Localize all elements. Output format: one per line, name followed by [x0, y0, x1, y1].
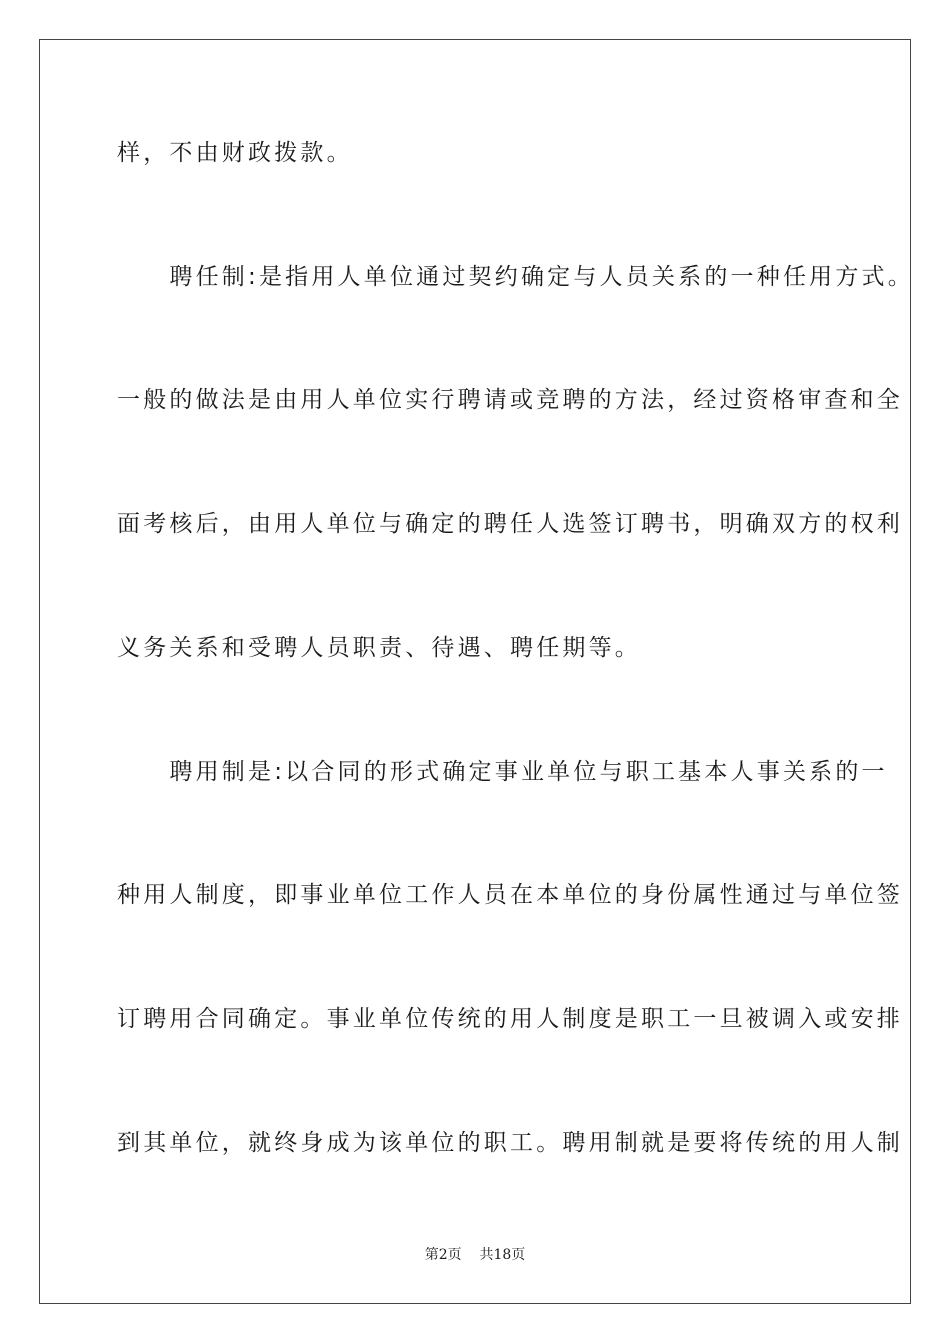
- page-total: 共18页: [479, 1247, 526, 1263]
- text-line: 订聘用合同确定。事业单位传统的用人制度是职工一旦被调入或安排: [117, 1006, 903, 1032]
- text-line: 聘用制是:以合同的形式确定事业单位与职工基本人事关系的一: [117, 759, 888, 785]
- page-footer: [0, 1246, 950, 1264]
- text-line: 聘任制:是指用人单位通过契约确定与人员关系的一种任用方式。: [117, 264, 914, 290]
- text-line: 一般的做法是由用人单位实行聘请或竞聘的方法，经过资格审查和全: [117, 387, 903, 413]
- text-line: 到其单位，就终身成为该单位的职工。聘用制就是要将传统的用人制: [117, 1130, 903, 1156]
- text-line: 样，不由财政拨款。: [117, 140, 353, 166]
- text-line: 义务关系和受聘人员职责、待遇、聘任期等。: [117, 635, 641, 661]
- text-line: 面考核后，由用人单位与确定的聘任人选签订聘书，明确双方的权利: [117, 511, 903, 537]
- text-line: 种用人制度，即事业单位工作人员在本单位的身份属性通过与单位签: [117, 882, 903, 908]
- page-border: [39, 39, 914, 1304]
- page-number: 第2页: [424, 1247, 462, 1263]
